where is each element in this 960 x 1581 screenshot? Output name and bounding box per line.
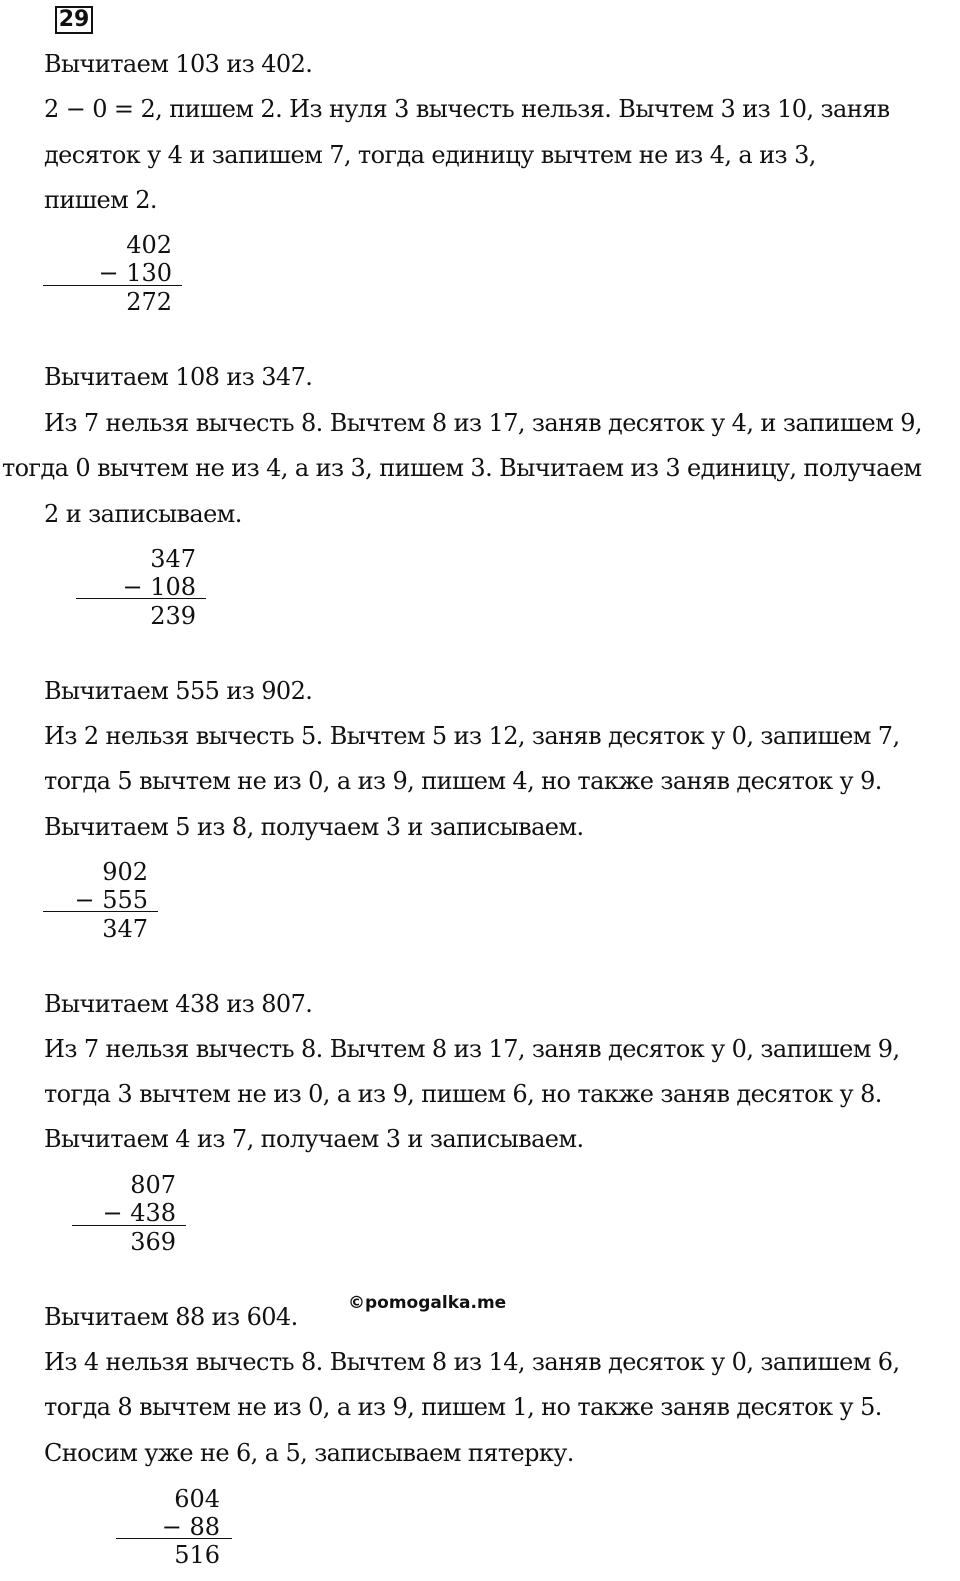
section-3-result-rule: [43, 911, 158, 912]
section-3-subtrahend: − 555: [74, 886, 148, 914]
section-5-minuend: 604: [174, 1485, 220, 1513]
section-4-line-2: тогда 3 вычтем не из 0, а из 9, пишем 6, но также заняв десяток у 8.: [44, 1080, 882, 1108]
section-4-heading: Вычитаем 438 из 807.: [44, 990, 313, 1018]
section-3-heading: Вычитаем 555 из 902.: [44, 677, 313, 705]
section-1-heading: Вычитаем 103 из 402.: [44, 50, 313, 78]
section-2-line-1: Из 7 нельзя вычесть 8. Вычтем 8 из 17, заняв десяток у 4, и запишем 9,: [44, 409, 922, 437]
section-3-result: 347: [102, 915, 148, 943]
section-1-result: 272: [126, 288, 172, 316]
section-2-result-rule: [76, 598, 206, 599]
section-3-line-2: тогда 5 вычтем не из 0, а из 9, пишем 4, но также заняв десяток у 9.: [44, 767, 882, 795]
problem-number-badge: 29: [55, 6, 93, 34]
section-4-result: 369: [130, 1228, 176, 1256]
section-3-line-3: Вычитаем 5 из 8, получаем 3 и записываем.: [44, 813, 584, 841]
section-5-subtrahend: − 88: [161, 1513, 220, 1541]
watermark: ©pomogalka.me: [348, 1293, 507, 1313]
section-2-line-3: 2 и записываем.: [44, 500, 242, 528]
section-5-heading: Вычитаем 88 из 604.: [44, 1303, 298, 1331]
section-2-subtrahend: − 108: [122, 573, 196, 601]
section-1-line-1: 2 − 0 = 2, пишем 2. Из нуля 3 вычесть нельзя. Вычтем 3 из 10, заняв: [44, 95, 890, 123]
section-1-minuend: 402: [126, 231, 172, 259]
section-5-line-3: Сносим уже не 6, а 5, записываем пятерку.: [44, 1439, 574, 1467]
section-2-heading: Вычитаем 108 из 347.: [44, 363, 313, 391]
section-4-subtrahend: − 438: [102, 1199, 176, 1227]
section-4-minuend: 807: [130, 1171, 176, 1199]
section-2-minuend: 347: [150, 545, 196, 573]
section-2-line-2: тогда 0 вычтем не из 4, а из 3, пишем 3. Вычитаем из 3 единицу, получаем: [2, 454, 922, 482]
section-1-line-2: десяток у 4 и запишем 7, тогда единицу вычтем не из 4, а из 3,: [44, 141, 816, 169]
section-5-result-rule: [116, 1538, 232, 1539]
section-1-result-rule: [43, 285, 182, 286]
section-5-result: 516: [174, 1541, 220, 1569]
section-4-line-1: Из 7 нельзя вычесть 8. Вычтем 8 из 17, заняв десяток у 0, запишем 9,: [44, 1035, 900, 1063]
section-3-minuend: 902: [102, 858, 148, 886]
section-4-result-rule: [72, 1225, 186, 1226]
section-1-line-3: пишем 2.: [44, 186, 157, 214]
section-2-result: 239: [150, 602, 196, 630]
section-1-subtrahend: − 130: [98, 259, 172, 287]
section-4-line-3: Вычитаем 4 из 7, получаем 3 и записываем.: [44, 1125, 584, 1153]
section-3-line-1: Из 2 нельзя вычесть 5. Вычтем 5 из 12, заняв десяток у 0, запишем 7,: [44, 722, 900, 750]
section-5-line-1: Из 4 нельзя вычесть 8. Вычтем 8 из 14, заняв десяток у 0, запишем 6,: [44, 1348, 900, 1376]
section-5-line-2: тогда 8 вычтем не из 0, а из 9, пишем 1, но также заняв десяток у 5.: [44, 1393, 882, 1421]
